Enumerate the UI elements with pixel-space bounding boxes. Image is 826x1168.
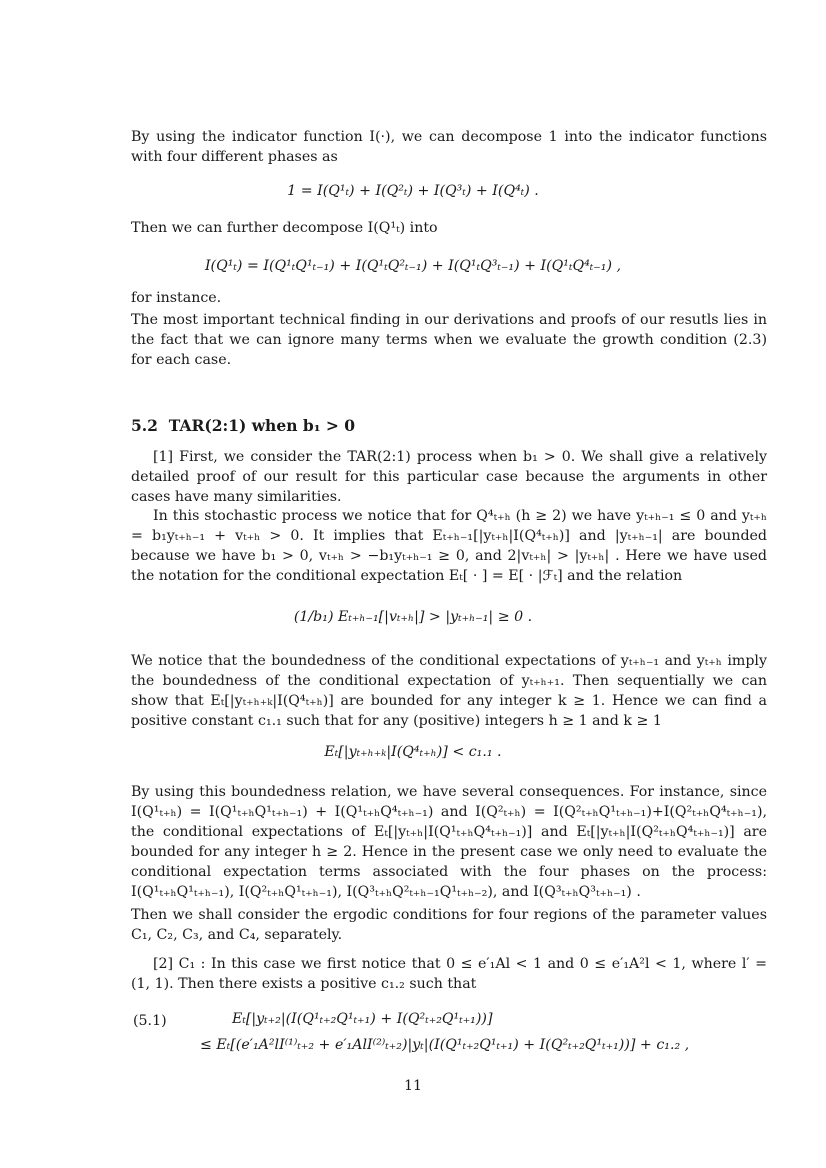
body-paragraph-3: We notice that the boundedness of the conditional expectations of yₜ₊ₕ₋₁ and yₜ₊ₕ imply the boundedness of the conditional expectation of yₜ₊ₕ₊₁. Then sequentially we can show that Eₜ[|yₜ₊ₕ₊ₖ|I(Q⁴ₜ₊ₕ)] are bounded for any integer k ≥ 1. Hence we can find a positive constant c₁.₁ such that for any (positive) integers h ≥ 1 and k ≥ 1 xyxy=(131,653,767,729)
body-paragraph-2: In this stochastic process we notice that for Q⁴ₜ₊ₕ (h ≥ 2) we have yₜ₊ₕ₋₁ ≤ 0 and yₜ₊ₕ = b₁yₜ₊ₕ₋₁ + vₜ₊ₕ > 0. It implies that Eₜ₊ₕ₋₁[|yₜ₊ₕ|I(Q⁴ₜ₊ₕ)] and |yₜ₊ₕ₋₁| are bounded because we have b₁ > 0, vₜ₊ₕ > −b₁yₜ₊ₕ₋₁ ≥ 0, and 2|vₜ₊ₕ| > |yₜ₊ₕ| . Here we have used the notation for the conditional expectation Eₜ[ · ] = E[ · |ℱₜ] and the relation xyxy=(131,508,767,584)
then-paragraph: Then we can further decompose I(Q¹ₜ) into xyxy=(131,220,438,236)
section-heading xyxy=(131,416,355,435)
equation-phases: 1 = I(Q¹ₜ) + I(Q²ₜ) + I(Q³ₜ) + I(Q⁴ₜ) . xyxy=(287,183,539,199)
body-paragraph-1: [1] First, we consider the TAR(2:1) process when b₁ > 0. We shall give a relatively detailed proof of our result for this particular case because the arguments in other cases have many similarities. xyxy=(131,449,767,505)
equation-decomposition: I(Q¹ₜ) = I(Q¹ₜQ¹ₜ₋₁) + I(Q¹ₜQ²ₜ₋₁) + I(Q¹ₜQ³ₜ₋₁) + I(Q¹ₜQ⁴ₜ₋₁) , xyxy=(204,258,622,274)
equation-bound: Eₜ[|yₜ₊ₕ₊ₖ|I(Q⁴ₜ₊ₕ)] < c₁.₁ . xyxy=(324,744,502,760)
body-paragraph-5: Then we shall consider the ergodic conditions for four regions of the parameter values C₁, C₂, C₃, and C₄, separately. xyxy=(131,907,767,943)
section-title: TAR(2:1) when b₁ > 0 xyxy=(168,416,356,435)
body-paragraph-4: By using this boundedness relation, we have several consequences. For instance, since I(Q¹ₜ₊ₕ) = I(Q¹ₜ₊ₕQ¹ₜ₊ₕ₋₁) + I(Q¹ₜ₊ₕQ⁴ₜ₊ₕ₋₁) and I(Q²ₜ₊ₕ) = I(Q²ₜ₊ₕQ¹ₜ₊ₕ₋₁)+I(Q²ₜ₊ₕQ⁴ₜ₊ₕ₋₁), the conditional expectations of Eₜ[|yₜ₊ₕ|I(Q¹ₜ₊ₕQ⁴ₜ₊ₕ₋₁)] and Eₜ[|yₜ₊ₕ|I(Q²ₜ₊ₕQ⁴ₜ₊ₕ₋₁)] are bounded for any integer h ≥ 2. Hence in the present case we only need to evaluate the conditional expectation terms associated with the four phases on the process: I(Q¹ₜ₊ₕQ¹ₜ₊ₕ₋₁), I(Q²ₜ₊ₕQ¹ₜ₊ₕ₋₁), I(Q³ₜ₊ₕQ²ₜ₊ₕ₋₁Q¹ₜ₊ₕ₋₂), and I(Q³ₜ₊ₕQ³ₜ₊ₕ₋₁) . xyxy=(131,784,767,900)
section-number: 5.2 xyxy=(131,416,158,435)
important-paragraph: The most important technical finding in our derivations and proofs of our resutls lies in the fact that we can ignore many terms when we evaluate the growth condition (2.3) for each case. xyxy=(131,312,767,368)
body-paragraph-6: [2] C₁ : In this case we first notice that 0 ≤ e′₁Al < 1 and 0 ≤ e′₁A²l < 1, where l′ = (1, 1). Then there exists a positive c₁.₂ such that xyxy=(131,956,767,992)
equation-5-1-line-1: Eₜ[|yₜ₊₂|(I(Q¹ₜ₊₂Q¹ₜ₊₁) + I(Q²ₜ₊₂Q¹ₜ₊₁))] xyxy=(232,1011,493,1027)
for-instance-line: for instance. xyxy=(131,290,222,306)
equation-number: (5.1) xyxy=(133,1013,167,1029)
page-number: 11 xyxy=(403,1078,423,1094)
equation-relation: (1/b₁) Eₜ₊ₕ₋₁[|vₜ₊ₕ|] > |yₜ₊ₕ₋₁| ≥ 0 . xyxy=(293,609,533,625)
equation-5-1-line-2: ≤ Eₜ[(e′₁A²lI⁽¹⁾ₜ₊₂ + e′₁AlI⁽²⁾ₜ₊₂)|yₜ|(I(Q¹ₜ₊₂Q¹ₜ₊₁) + I(Q²ₜ₊₂Q¹ₜ₊₁))] + c₁.₂ , xyxy=(200,1037,690,1053)
intro-paragraph: By using the indicator function I(·), we can decompose 1 into the indicator functions with four different phases as xyxy=(131,129,767,165)
